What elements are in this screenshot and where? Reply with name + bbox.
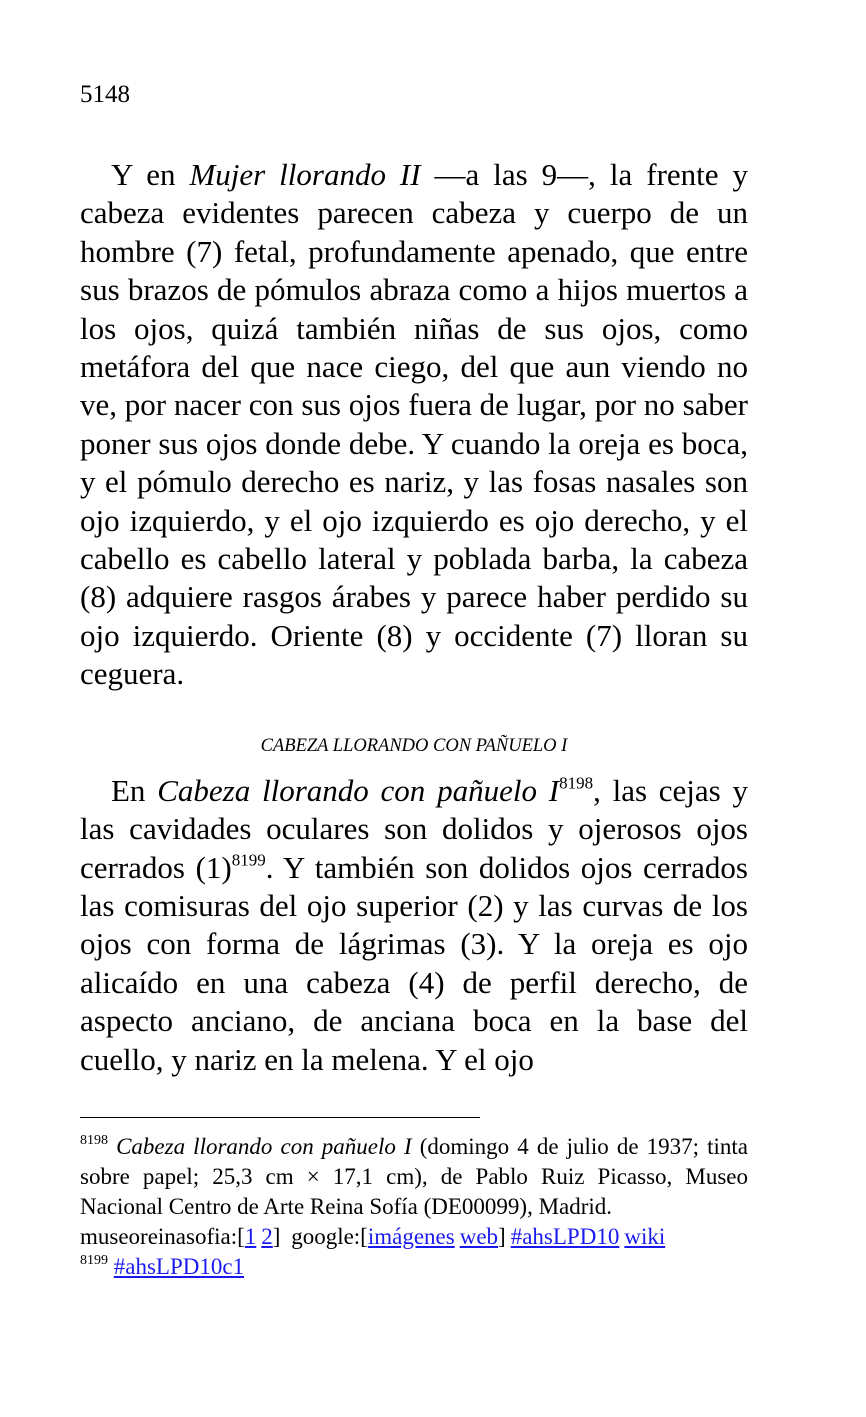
google-web-link[interactable]: web — [459, 1223, 499, 1249]
museo-prefix: museoreinasofia:[ — [80, 1223, 245, 1249]
footnotes — [80, 1132, 748, 1282]
section-heading: CABEZA LLORANDO CON PAÑUELO I — [260, 735, 568, 756]
hashtag-link[interactable]: #ahsLPD10c1 — [113, 1253, 245, 1279]
footnote-ref: 8199 — [231, 849, 266, 869]
footnote-text: (domingo 4 de julio de 1937; tinta sobre papel; 25,3 cm × 17,1 cm), de Pablo Ruiz Picasso, Museo Nacional Centro de Arte Reina Sofía (DE00099), Madrid. — [80, 1133, 749, 1219]
paragraph-text: —a las 9—, la frente y cabeza evidentes parecen cabeza y cuerpo de un hombre (7) fetal, profundamente apenado, que entre sus brazos de pómulos abraza como a hijos muertos a los ojos, quizá también niñas de sus ojos, como metáfora del que nace ciego, del que aun viendo no ve, por nacer con sus ojos fuera de lugar, por no saber poner sus ojos donde debe. Y cuando la oreja es boca, y el pómulo derecho es nariz, y las fosas nasales son ojo izquierdo, y el ojo izquierdo es ojo derecho, y el cabello es cabello lateral y poblada barba, la cabeza (8) adquiere rasgos árabes y parece haber perdido su ojo izquierdo. Oriente (8) y occidente (7) lloran su ceguera. — [80, 157, 748, 692]
google-prefix: ] google:[ — [272, 1223, 368, 1249]
artwork-title: Cabeza llorando con pañuelo I — [157, 772, 560, 808]
paragraph-intro: Y en — [111, 157, 190, 192]
footnote-title: Cabeza llorando con pañuelo I — [116, 1133, 412, 1159]
footnote-divider — [80, 1117, 480, 1118]
museo-link-2[interactable]: 2 — [261, 1223, 273, 1249]
footnote-8199 — [80, 1252, 748, 1282]
footnote-links — [80, 1222, 748, 1252]
body-paragraph — [80, 156, 748, 694]
footnote-8198 — [80, 1132, 748, 1222]
document-page — [80, 78, 748, 1282]
footnote-number: 8198 — [80, 1133, 108, 1149]
page-number: 5148 — [80, 81, 130, 108]
paragraph-text: . Y también son dolidos ojos cerrados las comisuras del ojo superior (2) y las curvas de los ojos con forma de lágrimas (3). Y la oreja es ojo alicaído en una cabeza (4) de perfil derecho, de aspecto anciano, de anciana boca en la base del cuello, y nariz en la melena. Y el ojo — [80, 849, 748, 1077]
hashtag-link[interactable]: #ahsLPD10 — [510, 1223, 620, 1249]
museo-link-1[interactable]: 1 — [244, 1223, 257, 1249]
google-images-link[interactable]: imágenes — [367, 1223, 455, 1249]
wiki-link[interactable]: wiki — [624, 1223, 666, 1249]
footnote-number: 8199 — [80, 1253, 108, 1269]
footnote-ref: 8198 — [559, 772, 594, 792]
body-paragraph — [80, 772, 748, 1079]
google-close: ] — [498, 1223, 506, 1249]
paragraph-intro: En — [111, 772, 158, 808]
artwork-title: Mujer llorando II — [189, 157, 421, 192]
paragraph-text: , las cejas y las cavidades oculares son dolidos y ojerosos ojos cerrados (1) — [80, 772, 749, 885]
